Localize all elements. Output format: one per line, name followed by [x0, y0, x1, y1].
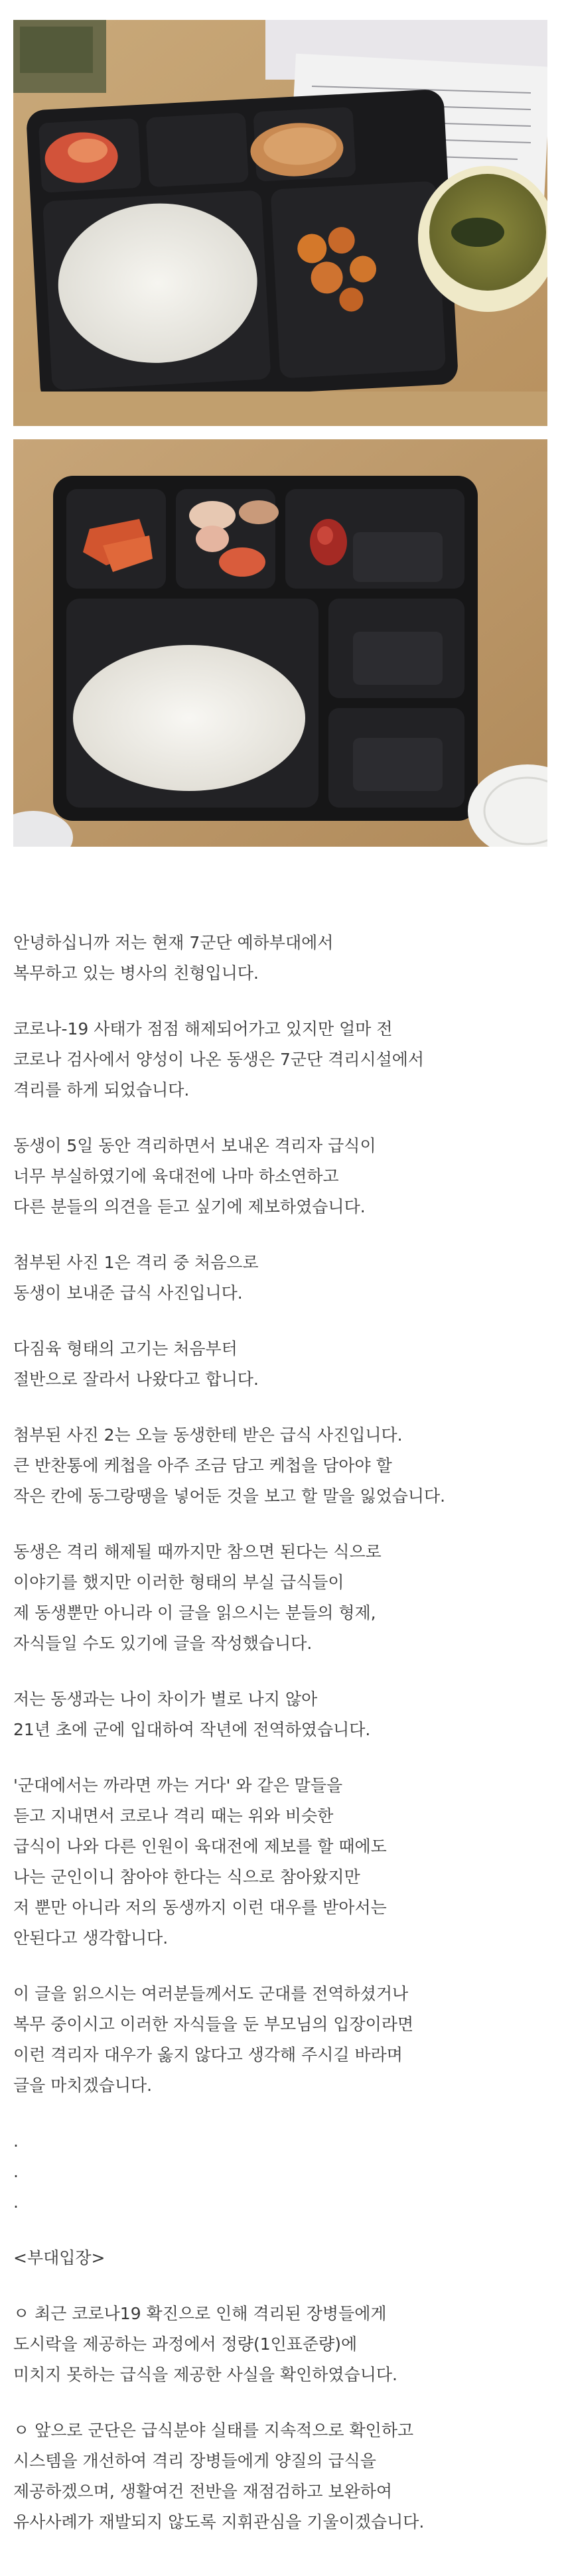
text-line: 이런 격리자 대우가 옳지 않다고 생각해 주시길 바라며 — [13, 2045, 403, 2064]
text-line: 글을 마치겠습니다. — [13, 2076, 153, 2095]
text-line: 안녕하십니까 저는 현재 7군단 예하부대에서 — [13, 933, 334, 952]
paragraph-photo-2 — [13, 1420, 547, 1512]
text-line: 자식들일 수도 있기에 글을 작성했습니다. — [13, 1634, 313, 1653]
text-line: . — [13, 2162, 19, 2181]
text-line: 저 뿐만 아니라 저의 동생까지 이런 대우를 받아서는 — [13, 1898, 387, 1917]
text-line: 동생은 격리 해제될 때까지만 참으면 된다는 식으로 — [13, 1542, 382, 1561]
paragraph-closing — [13, 1979, 547, 2101]
text-line: 제공하겠으며, 생활여건 전반을 재점검하고 보완하여 — [13, 2482, 393, 2501]
text-line: 동생이 5일 동안 격리하면서 보내온 격리자 급식이 — [13, 1136, 376, 1155]
text-line: 첨부된 사진 2는 오늘 동생한테 받은 급식 사진입니다. — [13, 1425, 403, 1445]
text-line: ㅇ 최근 코로나19 확진으로 인해 격리된 장병들에게 — [13, 2304, 387, 2323]
text-line: 21년 초에 군에 입대하여 작년에 전역하였습니다. — [13, 1720, 371, 1739]
paragraph-situation — [13, 1014, 547, 1106]
paragraph-unit-heading — [13, 2243, 547, 2273]
paragraph-report — [13, 1131, 547, 1222]
text-line: 복무 중이시고 이러한 자식들을 둔 부모님의 입장이라면 — [13, 2015, 414, 2034]
paragraph-reason — [13, 1537, 547, 1659]
paragraph-meat — [13, 1334, 547, 1395]
paragraph-greeting — [13, 928, 547, 989]
text-line: 시스템을 개선하여 격리 장병들에게 양질의 급식을 — [13, 2451, 376, 2470]
text-line: 듣고 지내면서 코로나 격리 때는 위와 비슷한 — [13, 1806, 334, 1825]
text-line: ㅇ 앞으로 군단은 급식분야 실태를 지속적으로 확인하고 — [13, 2421, 414, 2440]
lunchbox-photo-2 — [13, 439, 547, 847]
section-heading: <부대입장> — [13, 2248, 106, 2267]
paragraph-dots — [13, 2126, 547, 2218]
lunchbox-photo-1 — [13, 20, 547, 426]
text-line: 저는 동생과는 나이 차이가 별로 나지 않아 — [13, 1689, 318, 1709]
lunchbox-photo-1-icon — [13, 20, 547, 426]
text-line: 제 동생뿐만 아니라 이 글을 읽으시는 분들의 형제, — [13, 1603, 376, 1622]
paragraph-unit-plan — [13, 2415, 547, 2538]
text-line: 복무하고 있는 병사의 친형입니다. — [13, 964, 259, 983]
text-line: . — [13, 2131, 19, 2151]
paragraph-unit-confirm — [13, 2299, 547, 2390]
text-line: 이야기를 했지만 이러한 형태의 부실 급식들이 — [13, 1573, 344, 1592]
text-line: 동생이 보내준 급식 사진입니다. — [13, 1283, 243, 1303]
text-line: 다른 분들의 의견을 듣고 싶기에 제보하였습니다. — [13, 1197, 366, 1216]
text-line: 안된다고 생각합니다. — [13, 1928, 169, 1948]
text-line: 코로나-19 사태가 점점 해제되어가고 있지만 얼마 전 — [13, 1019, 393, 1038]
text-line: 코로나 검사에서 양성이 나온 동생은 7군단 격리시설에서 — [13, 1050, 425, 1069]
text-line: 작은 칸에 동그랑땡을 넣어둔 것을 보고 할 말을 잃었습니다. — [13, 1486, 446, 1506]
text-line: 격리를 하게 되었습니다. — [13, 1080, 190, 1100]
text-line: 나는 군인이니 참아야 한다는 식으로 참아왔지만 — [13, 1867, 360, 1887]
text-line: 도시락을 제공하는 과정에서 정량(1인표준량)에 — [13, 2334, 358, 2354]
text-line: 첨부된 사진 1은 격리 중 처음으로 — [13, 1253, 259, 1272]
text-line: 유사사례가 재발되지 않도록 지휘관심을 기울이겠습니다. — [13, 2512, 425, 2532]
paragraph-photo-1 — [13, 1248, 547, 1309]
paragraph-author — [13, 1684, 547, 1745]
text-line: . — [13, 2192, 19, 2212]
text-line: 큰 반찬통에 케첩을 아주 조금 담고 케첩을 담아야 할 — [13, 1456, 392, 1475]
lunchbox-photo-2-icon — [13, 439, 547, 847]
post-body — [13, 928, 547, 2538]
text-line: 급식이 나와 다른 인원이 육대전에 제보를 할 때에도 — [13, 1837, 387, 1856]
text-line: 다짐육 형태의 고기는 처음부터 — [13, 1339, 238, 1358]
text-line: 너무 부실하였기에 육대전에 나마 하소연하고 — [13, 1167, 339, 1186]
text-line: 이 글을 읽으시는 여러분들께서도 군대를 전역하셨거나 — [13, 1984, 409, 2003]
text-line: 절반으로 잘라서 나왔다고 합니다. — [13, 1370, 259, 1389]
paragraph-experience — [13, 1770, 547, 1954]
text-line: 미치지 못하는 급식을 제공한 사실을 확인하였습니다. — [13, 2365, 397, 2384]
text-line: '군대에서는 까라면 까는 거다' 와 같은 말들을 — [13, 1776, 343, 1795]
